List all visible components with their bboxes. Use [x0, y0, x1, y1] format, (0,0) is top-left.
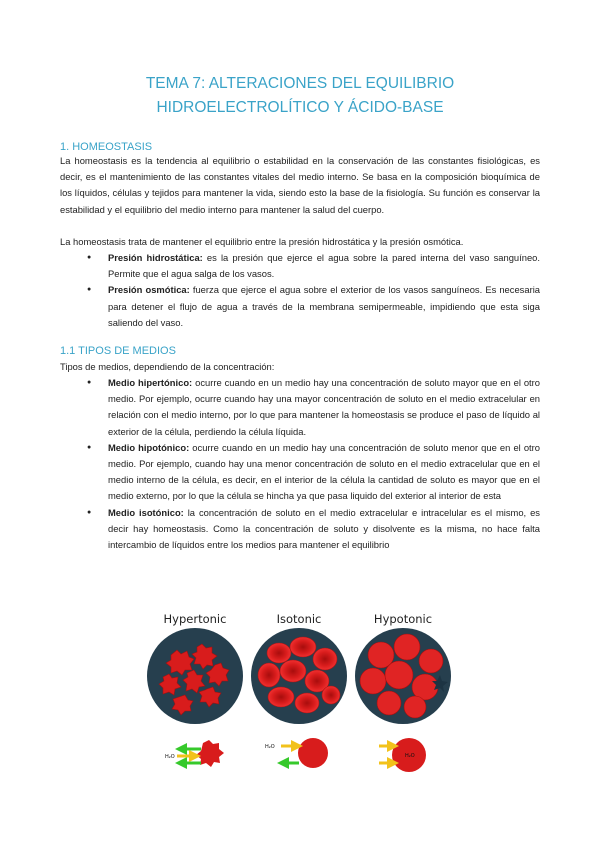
h2o-label: H₂O — [405, 753, 415, 759]
bullet-term: Medio isotónico: — [108, 506, 184, 518]
bullet-term: Medio hipertónico: — [108, 377, 193, 388]
bullet-text: es la presión que ejerce el agua sobre la pared interna del vaso sanguíneo. Permite que el agua salga de los vasos. — [108, 252, 540, 280]
list-item — [60, 440, 540, 505]
list-item — [60, 250, 540, 282]
bullet-term: Presión osmótica: — [108, 284, 190, 296]
tonicity-figure — [141, 603, 461, 783]
label-hypotonic: Hypotonic — [373, 612, 433, 626]
isotonic-dish — [251, 628, 347, 724]
list-item — [60, 505, 540, 554]
bullet-term: Medio hipotónico: — [108, 441, 190, 453]
section-heading-tipos-medios: 1.1 TIPOS DE MEDIOS — [60, 345, 176, 357]
label-isotonic: Isotonic — [276, 612, 322, 626]
hypertonic-dish — [147, 628, 243, 724]
bullet-text: la concentración de soluto en el medio extracelular e intracelular es el mismo, es decir hay homeostasis. Como la concentración de soluto y disolvente es la misma, no hace falta intercambio de líquidos entre los medios para mantener el equilibrio — [108, 506, 540, 551]
list-item — [60, 375, 540, 440]
pressure-paragraph: La homeostasis trata de mantener el equilibrio entre la presión hidrostática y la presión osmótica. — [60, 236, 464, 247]
h2o-label: H₂O — [165, 754, 175, 760]
bullet-text: ocurre cuando en un medio hay una concentración de soluto menor que en el otro medio. Por ejemplo, cuando hay una menor concentración de soluto en el medio extracelular que en el medio interno de la célula, es decir, en el interior de la célula la cantidad de soluto es mayor que en el medio externo, por lo que la célula se hincha ya que pasa liquido del exterior al interior de esta — [108, 441, 540, 502]
h2o-label: H₂O — [265, 744, 275, 750]
bullet-text: fuerza que ejerce el agua sobre el exterior de los vasos sanguíneos. Es necesaria para detener el flujo de agua a través de la membrana semipermeable, impidiendo que esta siga saliendo del vaso. — [108, 284, 540, 328]
section-heading-homeostasis: 1. HOMEOSTASIS — [60, 141, 153, 153]
medios-list — [60, 375, 540, 553]
hypotonic-dish — [355, 628, 451, 724]
bullet-text: ocurre cuando en un medio hay una concentración de soluto mayor que en el otro medio. Por ejemplo, ocurre cuando hay una mayor concentración de soluto en el medio extracelular en relación con el medio interno, por lo que para mantener la homeostasis se produce el paso de líquido al exterior de la célula, perdiendo la célula líquida. — [108, 377, 540, 437]
pressure-list — [60, 250, 540, 331]
tipos-intro: Tipos de medios, dependiendo de la concentración: — [60, 361, 275, 372]
homeostasis-paragraph: La homeostasis es la tendencia al equilibrio o estabilidad en la conservación de las constantes fisiológicas, es decir, es el mantenimiento de las constantes vitales del medio interno. Se basa en la composición bioquímica de los líquidos, células y tejidos para mantener la vida, siendo esto la base de la fisiología. Su función es conservar la estabilidad y el equilibrio del medio interno para mantener la salud del cuerpo. — [60, 155, 540, 215]
page-title: TEMA 7: ALTERACIONES DEL EQUILIBRIO HIDROELECTROLÍTICO Y ÁCIDO-BASE — [145, 75, 455, 116]
label-hypertonic: Hypertonic — [163, 612, 227, 626]
list-item — [60, 282, 540, 331]
bullet-term: Presión hidrostática: — [108, 252, 203, 263]
